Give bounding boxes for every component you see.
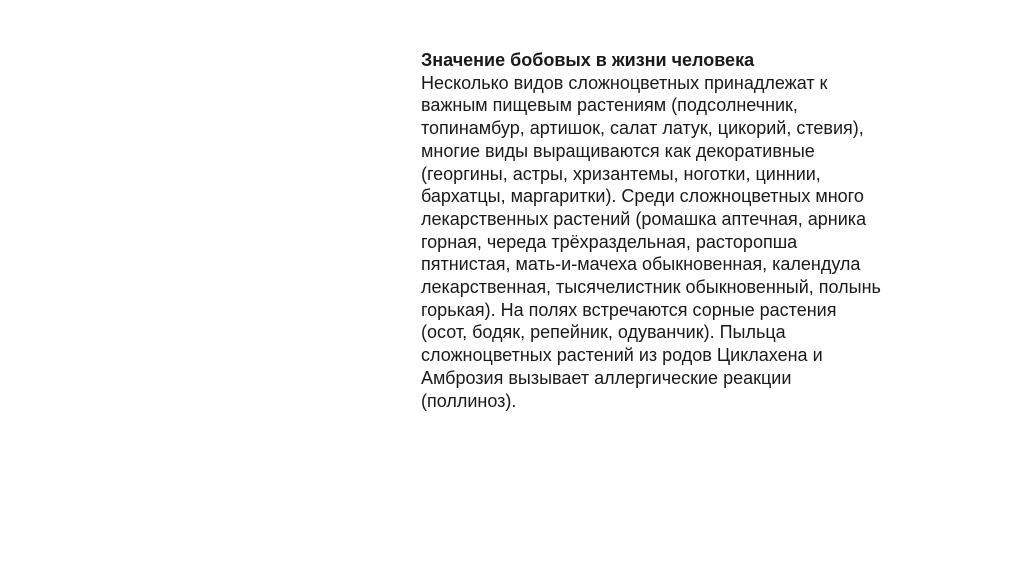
body-line: (осот, бодяк, репейник, одуванчик). Пыльца: [421, 322, 786, 343]
body-line: топинамбур, артишок, салат латук, цикорий, стевия),: [421, 118, 864, 139]
body-line: важным пищевым растениям (подсолнечник,: [421, 95, 798, 116]
body-line: лекарственных растений (ромашка аптечная, арника: [421, 208, 867, 229]
body-line: горькая). На полях встречаются сорные растения: [421, 299, 837, 320]
body-line: сложноцветных растений из родов Циклахена и: [421, 345, 823, 366]
body-line: многие виды выращиваются как декоративные: [421, 140, 815, 161]
body-line: Амброзия вызывает аллергические реакции: [421, 367, 792, 388]
body-line: пятнистая, мать-и-мачеха обыкновенная, календула: [421, 254, 861, 275]
body-line: бархатцы, маргаритки). Среди сложноцветных много: [421, 186, 864, 207]
body-line: (георгины, астры, хризантемы, ноготки, циннии,: [421, 163, 821, 184]
slide-title: Значение бобовых в жизни человека: [421, 50, 755, 70]
body-line: горная, череда трёхраздельная, расторопша: [421, 231, 798, 252]
body-line: (поллиноз).: [421, 390, 517, 411]
body-line: лекарственная, тысячелистник обыкновенный, полынь: [421, 277, 881, 298]
text-block: [421, 49, 981, 412]
body-line: Несколько видов сложноцветных принадлежат к: [421, 72, 828, 93]
